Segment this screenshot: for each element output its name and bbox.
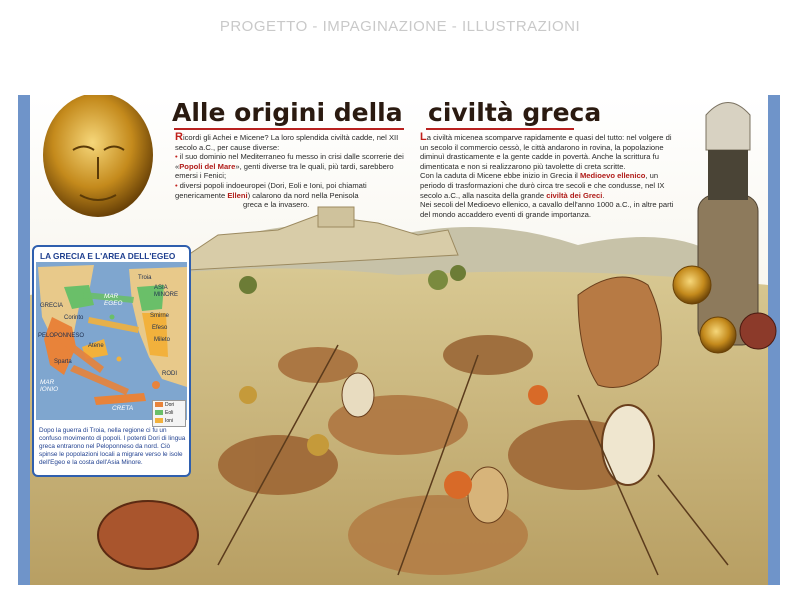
map-label-corinto: Corinto xyxy=(64,315,84,321)
legend-item: Eoli xyxy=(155,410,173,417)
title-underline-right xyxy=(426,128,574,130)
map-label-sparta: Sparta xyxy=(54,359,72,365)
map-label-mar-egeo: MAR EGEO xyxy=(104,293,123,307)
map-label-mileto: Mileto xyxy=(154,337,171,343)
gold-mask-illustration xyxy=(43,95,153,217)
intro-text-right: La civiltà micenea scomparve rapidamente e quasi del tutto: nel volgere di un secolo il commercio cessò, le città andarono in rovina, la popolazione diminuì drasticamente e la gente cadde in povertà. Anche la scrittura fu dimenticata e non si realizzarono più tavolette di creta scritte. Con la caduta di Micene ebbe inizio in Grecia il Medioevo ellenico, un periodo di trasformazioni che durò circa tre secoli e che condusse, nel IX secolo a.C., alla nascita della grande civiltà dei Greci. Nei secoli del Medioevo ellenico, a cavallo dell'anno 1000 a.C., in altre parti del mondo accaddero eventi di grande importanza. xyxy=(420,131,674,219)
map-label-atene: Atene xyxy=(88,343,104,349)
header-banner: PROGETTO - IMPAGINAZIONE - ILLUSTRAZIONI xyxy=(219,18,581,35)
list-item: • diversi popoli indoeuropei (Dori, Eoli e Ioni, poi chiamati genericamente Elleni) calarono da nord nella Penisola xyxy=(175,181,411,200)
page-title-left: Alle origini della xyxy=(172,98,403,127)
map-label-peloponneso: PELOPONNESO xyxy=(38,333,85,339)
list-item: • il suo dominio nel Mediterraneo fu messo in crisi dalle scorrerie dei «Popoli del Mare», genti diverse tra le quali, più tardi, sarebbero emersi i Fenici; xyxy=(175,152,411,181)
map-caption: Dopo la guerra di Troia, nella regione ci fu un confuso movimento di popoli. I potenti Dori di lingua greca entrarono nel Peloponneso da nord. Ciò spinse le popolazioni locali a migrare verso le isole dell'Egeo e la costa dell'Asia Minore. xyxy=(39,427,186,467)
map-legend xyxy=(152,400,186,427)
map-label-rodi: RODI xyxy=(162,371,177,377)
map-label-creta: CRETA xyxy=(112,405,134,412)
book-spread xyxy=(18,95,780,585)
map-label-efeso: Efeso xyxy=(152,325,168,331)
drop-cap: L xyxy=(420,131,427,143)
map-label-asia-minore: ASIA MINORE xyxy=(154,285,178,298)
title-underline-left xyxy=(174,128,404,130)
map-title: LA GRECIA E L'AREA DELL'EGEO xyxy=(40,251,176,261)
map-label-grecia: GRECIA xyxy=(40,303,64,309)
list-item-tail: greca e la invasero. xyxy=(243,200,310,210)
page-title-right: civiltà greca xyxy=(428,98,602,127)
legend-item: Ioni xyxy=(155,418,173,425)
drop-cap: R xyxy=(175,131,183,143)
map-label-mar-ionio: MAR IONIO xyxy=(40,379,59,393)
legend-item: Dori xyxy=(155,402,174,409)
map-label-smirne: Smirne xyxy=(150,313,170,319)
map-label-troia: Troia xyxy=(138,275,152,281)
intro-text-left: Ricordi gli Achei e Micene? La loro splendida civiltà cadde, nel XII secolo a.C., per cause diverse: • il suo dominio nel Mediterraneo fu messo in crisi dalle scorrerie dei «Popoli del Mare», genti diverse tra le quali, più tardi, sarebbero emersi i Fenici; • diversi popoli indoeuropei (Dori, Eoli e Ioni, poi chiamati genericamente Elleni) calarono da nord nella Penisola greca e la invasero. xyxy=(175,133,411,210)
aegean-map-box xyxy=(32,245,191,477)
